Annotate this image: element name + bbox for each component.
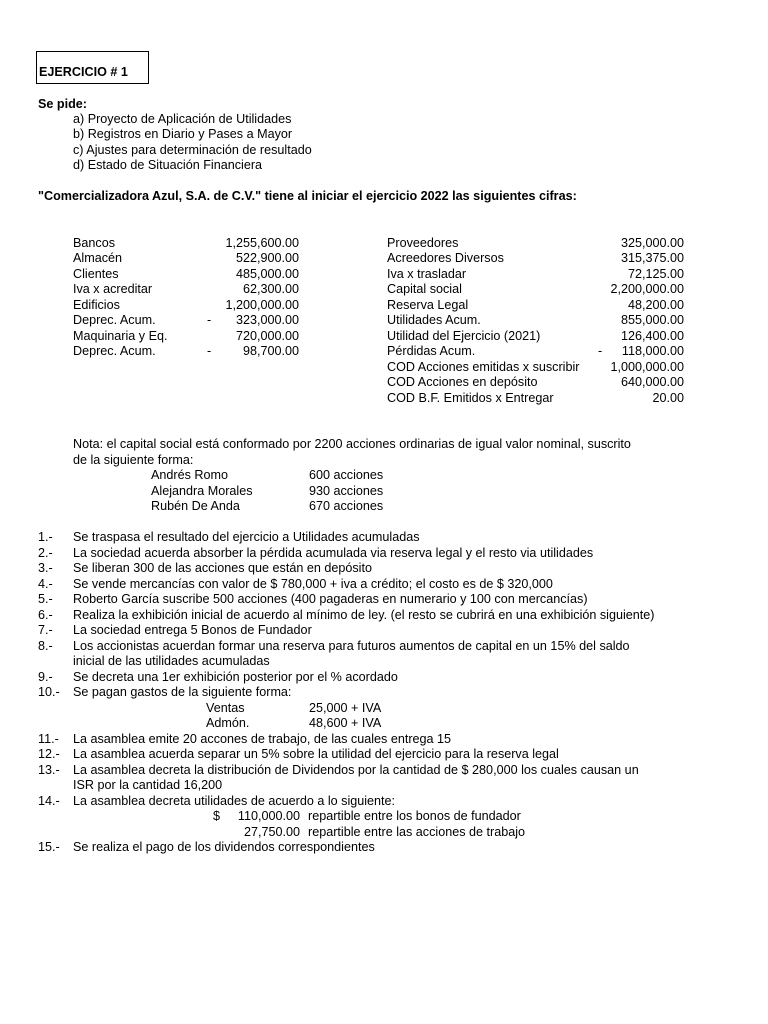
item-text: Se pagan gastos de la siguiente forma:: [73, 685, 292, 699]
item-number: 2.-: [38, 546, 53, 560]
account-amount: 325,000.00: [620, 236, 684, 250]
account-name: Iva x acreditar: [73, 282, 153, 296]
gasto-value: 25,000 + IVA: [309, 701, 382, 715]
account-name: Proveedores: [387, 236, 459, 250]
item-text: La asamblea decreta utilidades de acuerdo a lo siguiente:: [73, 794, 396, 808]
account-name: Acreedores Diversos: [387, 251, 504, 265]
account-row: [0, 329, 768, 345]
item-text: Se liberan 300 de las acciones que están en depósito: [73, 561, 372, 575]
se-pide-item-a: a) Proyecto de Aplicación de Utilidades: [73, 112, 292, 126]
gastos-row: [0, 701, 768, 717]
item-text: ISR por la cantidad 16,200: [73, 778, 223, 792]
account-amount: 62,300.00: [242, 282, 299, 296]
account-amount: 98,700.00: [242, 344, 299, 358]
list-item-continuation: [0, 778, 768, 794]
gasto-label: Ventas: [206, 701, 245, 715]
utilidades-row: [0, 825, 768, 841]
account-row: [0, 391, 768, 407]
account-name: Capital social: [387, 282, 462, 296]
item-number: 3.-: [38, 561, 53, 575]
account-amount: 522,900.00: [235, 251, 299, 265]
account-amount: 2,200,000.00: [610, 282, 684, 296]
account-name: COD Acciones emitidas x suscribir: [387, 360, 580, 374]
list-item: [0, 577, 768, 593]
item-number: 11.-: [38, 732, 59, 746]
intro-text: "Comercializadora Azul, S.A. de C.V." tiene al iniciar el ejercicio 2022 las siguientes cifras:: [38, 189, 577, 203]
account-amount: 48,200.00: [627, 298, 684, 312]
item-number: 10.-: [38, 685, 60, 699]
account-amount: 1,000,000.00: [610, 360, 684, 374]
se-pide-item-c: c) Ajustes para determinación de resultado: [73, 143, 312, 157]
account-amount: 640,000.00: [620, 375, 684, 389]
item-text: Se traspasa el resultado del ejercicio a Utilidades acumuladas: [73, 530, 420, 544]
list-item: [0, 685, 768, 701]
item-text: Se decreta una 1er exhibición posterior por el % acordado: [73, 670, 398, 684]
list-item: [0, 747, 768, 763]
item-number: 1.-: [38, 530, 53, 544]
account-name: Utilidad del Ejercicio (2021): [387, 329, 541, 343]
account-sign: -: [207, 344, 212, 358]
account-name: Iva x trasladar: [387, 267, 467, 281]
account-amount: 315,375.00: [620, 251, 684, 265]
account-row: [0, 251, 768, 267]
account-amount: 485,000.00: [235, 267, 299, 281]
account-amount: 720,000.00: [235, 329, 299, 343]
account-name: Edificios: [73, 298, 120, 312]
item-number: 12.-: [38, 747, 60, 761]
item-number: 14.-: [38, 794, 60, 808]
account-name: Maquinaria y Eq.: [73, 329, 168, 343]
utilidad-amount: 27,750.00: [243, 825, 300, 839]
account-amount: 855,000.00: [620, 313, 684, 327]
account-row: [0, 298, 768, 314]
list-item: [0, 763, 768, 779]
account-sign: -: [598, 344, 603, 358]
se-pide-item-b: b) Registros en Diario y Pases a Mayor: [73, 127, 293, 141]
exercise-title: EJERCICIO # 1: [36, 51, 149, 84]
list-item: [0, 530, 768, 546]
account-name: COD Acciones en depósito: [387, 375, 538, 389]
item-number: 6.-: [38, 608, 53, 622]
item-text: La asamblea acuerda separar un 5% sobre la utilidad del ejercicio para la reserva legal: [73, 747, 559, 761]
list-item-continuation: [0, 654, 768, 670]
account-amount: 118,000.00: [621, 344, 684, 358]
account-sign: -: [207, 313, 212, 327]
account-row: [0, 313, 768, 329]
list-item: [0, 732, 768, 748]
shareholder-name: Alejandra Morales: [151, 484, 253, 498]
item-text: Se vende mercancías con valor de $ 780,000 + iva a crédito; el costo es de $ 320,000: [73, 577, 553, 591]
account-name: Reserva Legal: [387, 298, 469, 312]
account-row: [0, 236, 768, 252]
list-item: [0, 623, 768, 639]
account-name: Almacén: [73, 251, 122, 265]
item-number: 7.-: [38, 623, 53, 637]
item-number: 9.-: [38, 670, 53, 684]
item-number: 8.-: [38, 639, 53, 653]
utilidad-desc: repartible entre los bonos de fundador: [308, 809, 521, 823]
gasto-value: 48,600 + IVA: [309, 716, 382, 730]
shareholder-name: Andrés Romo: [151, 468, 228, 482]
account-name: Deprec. Acum.: [73, 313, 156, 327]
account-name: Bancos: [73, 236, 116, 250]
account-name: Deprec. Acum.: [73, 344, 156, 358]
shareholder-name: Rubén De Anda: [151, 499, 240, 513]
account-name: Pérdidas Acum.: [387, 344, 476, 358]
account-name: Utilidades Acum.: [387, 313, 481, 327]
account-row: [0, 344, 768, 360]
se-pide-item-d: d) Estado de Situación Financiera: [73, 158, 263, 172]
account-amount: 126,400.00: [620, 329, 684, 343]
account-amount: 72,125.00: [627, 267, 684, 281]
list-item: [0, 592, 768, 608]
item-text: Roberto García suscribe 500 acciones (400 pagaderas en numerario y 100 con mercancías): [73, 592, 588, 606]
account-row: [0, 267, 768, 283]
item-number: 13.-: [38, 763, 60, 777]
item-text: inicial de las utilidades acumuladas: [73, 654, 270, 668]
account-row: [0, 360, 768, 376]
utilidades-row: [0, 809, 768, 825]
shareholder-shares: 600 acciones: [309, 468, 384, 482]
list-item: [0, 670, 768, 686]
item-text: Realiza la exhibición inicial de acuerdo al mínimo de ley. (el resto se cubrirá en una exhibición siguiente): [73, 608, 655, 622]
list-item: [0, 546, 768, 562]
se-pide-heading: Se pide:: [38, 97, 87, 111]
account-name: COD B.F. Emitidos x Entregar: [387, 391, 554, 405]
note-line-1: Nota: el capital social está conformado por 2200 acciones ordinarias de igual valor nominal, suscrito: [73, 437, 631, 451]
list-item: [0, 561, 768, 577]
utilidad-desc: repartible entre las acciones de trabajo: [308, 825, 526, 839]
account-name: Clientes: [73, 267, 119, 281]
item-text: Los accionistas acuerdan formar una reserva para futuros aumentos de capital en un 15% del saldo: [73, 639, 630, 653]
utilidad-amount: 110,000.00: [237, 809, 300, 823]
note-line-2: de la siguiente forma:: [73, 453, 194, 467]
account-amount: 323,000.00: [235, 313, 299, 327]
list-item: [0, 608, 768, 624]
shareholder-shares: 670 acciones: [309, 499, 384, 513]
gastos-row: [0, 716, 768, 732]
list-item: [0, 840, 768, 856]
account-amount: 1,200,000.00: [225, 298, 299, 312]
account-amount: 20.00: [652, 391, 684, 405]
list-item: [0, 639, 768, 655]
item-number: 5.-: [38, 592, 53, 606]
account-row: [0, 282, 768, 298]
gasto-label: Admón.: [206, 716, 250, 730]
item-number: 4.-: [38, 577, 53, 591]
item-text: La asamblea emite 20 accones de trabajo, de las cuales entrega 15: [73, 732, 452, 746]
item-number: 15.-: [38, 840, 60, 854]
account-amount: 1,255,600.00: [225, 236, 299, 250]
account-row: [0, 375, 768, 391]
item-text: La sociedad acuerda absorber la pérdida acumulada via reserva legal y el resto via utilidades: [73, 546, 594, 560]
list-item: [0, 794, 768, 810]
item-text: La asamblea decreta la distribución de Dividendos por la cantidad de $ 280,000 los cuales causan un: [73, 763, 639, 777]
utilidad-currency: $: [213, 809, 221, 823]
item-text: La sociedad entrega 5 Bonos de Fundador: [73, 623, 312, 637]
item-text: Se realiza el pago de los dividendos correspondientes: [73, 840, 375, 854]
shareholder-shares: 930 acciones: [309, 484, 384, 498]
